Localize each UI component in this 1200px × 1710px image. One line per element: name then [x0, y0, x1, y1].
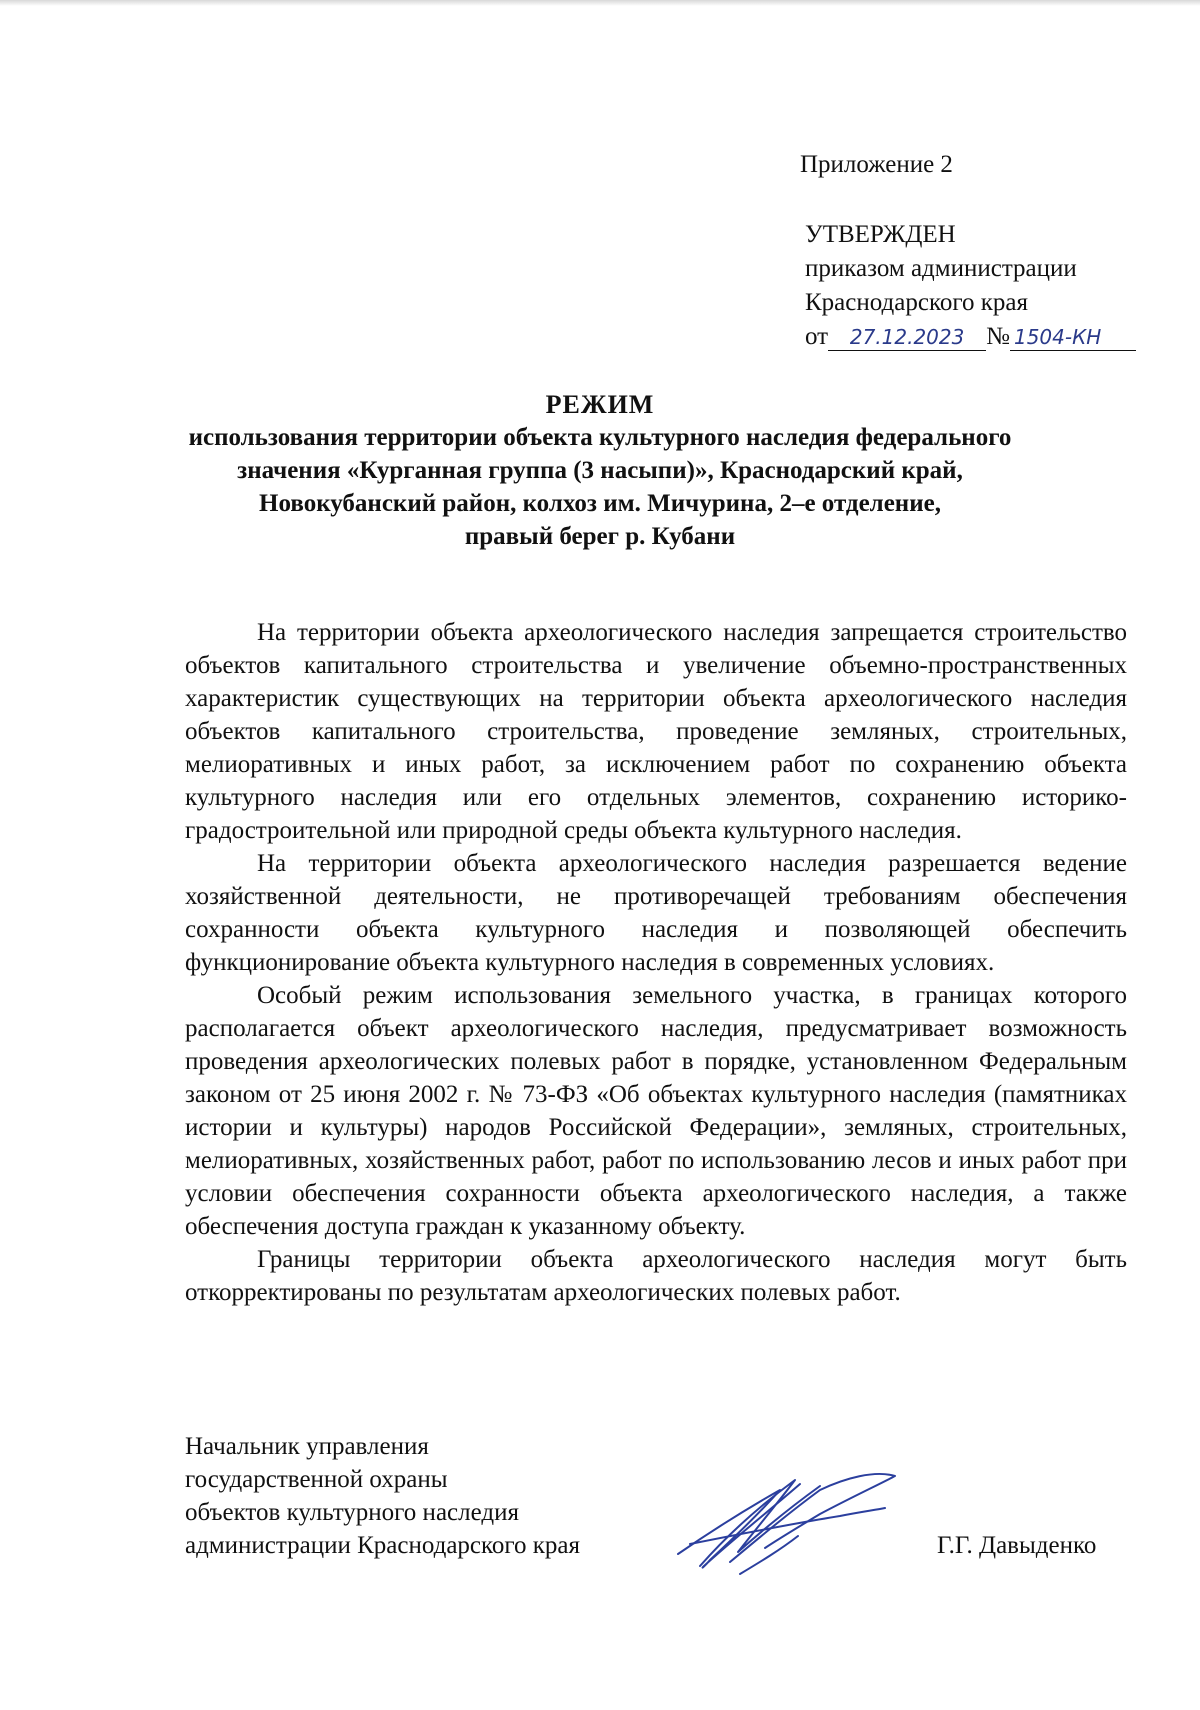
title-line-2: значения «Курганная группа (3 насыпи)», Краснодарский край,: [237, 457, 963, 484]
number-prefix: №: [986, 323, 1010, 350]
title-line-4: правый берег р. Кубани: [464, 523, 736, 550]
title-main: РЕЖИМ: [545, 390, 655, 419]
signer-position-line-4: администрации Краснодарского края: [185, 1532, 581, 1559]
approval-block: [805, 218, 1185, 354]
paragraph-special-regime: Особый режим использования земельного участка, в границах которого располагается объект археологического наследия, предусматривает возможность проведения археологических полевых работ в порядке, установленном Федеральным законом от 25 июня 2002 г. № 73-ФЗ «Об объектах культурного наследия (памятниках истории и культуры) народов Российской Федерации», земляных, строительных, мелиоративных, хозяйственных работ, работ по использованию лесов и иных работ при условии обеспечения сохранности объекта археологического наследия, а также обеспечения доступа граждан к указанному объекту.: [185, 982, 1127, 1240]
document-body: [185, 616, 1127, 1309]
document-title: [150, 388, 1050, 553]
handwritten-signature: [670, 1462, 910, 1582]
signer-name: Г.Г. Давыденко: [937, 1532, 1097, 1559]
title-line-3: Новокубанский район, колхоз им. Мичурина, 2–е отделение,: [259, 490, 941, 517]
approved-by-line-1: приказом администрации: [805, 255, 1077, 282]
approved-by-line-2: Краснодарского края: [805, 289, 1028, 316]
date-prefix: от: [805, 323, 829, 350]
paragraph-prohibitions: На территории объекта археологического наследия запрещается строительство объектов капитального строительства и увеличение объемно-пространственных характеристик существующих на территории объекта археологического наследия объектов капитального строительства, проведение земляных, строительных, мелиоративных и иных работ, за исключением работ по сохранению объекта культурного наследия или его отдельных элементов, сохранению историко-градостроительной или природной среды объекта культурного наследия.: [185, 619, 1127, 844]
appendix-label: Приложение 2: [800, 151, 953, 178]
paragraph-boundaries: Границы территории объекта археологического наследия могут быть откорректированы по результатам археологических полевых работ.: [185, 1246, 1127, 1306]
signer-position-line-1: Начальник управления: [185, 1433, 429, 1460]
signer-position-line-2: государственной охраны: [185, 1466, 448, 1493]
approved-heading: УТВЕРЖДЕН: [805, 221, 956, 248]
title-line-1: использования территории объекта культурного наследия федерального: [188, 424, 1012, 451]
signer-position-line-3: объектов культурного наследия: [185, 1499, 519, 1526]
handwritten-order-number: 1504-КН: [1010, 324, 1136, 351]
signer-position: [185, 1430, 580, 1562]
scan-edge: [0, 0, 1200, 6]
paragraph-permitted-activity: На территории объекта археологического наследия разрешается ведение хозяйственной деятельности, не противоречащей требованиям обеспечения сохранности объекта культурного наследия и позволяющей обеспечить функционирование объекта культурного наследия в современных условиях.: [185, 850, 1127, 976]
order-date-number-line: [805, 320, 1185, 354]
handwritten-date: 27.12.2023: [828, 324, 986, 351]
